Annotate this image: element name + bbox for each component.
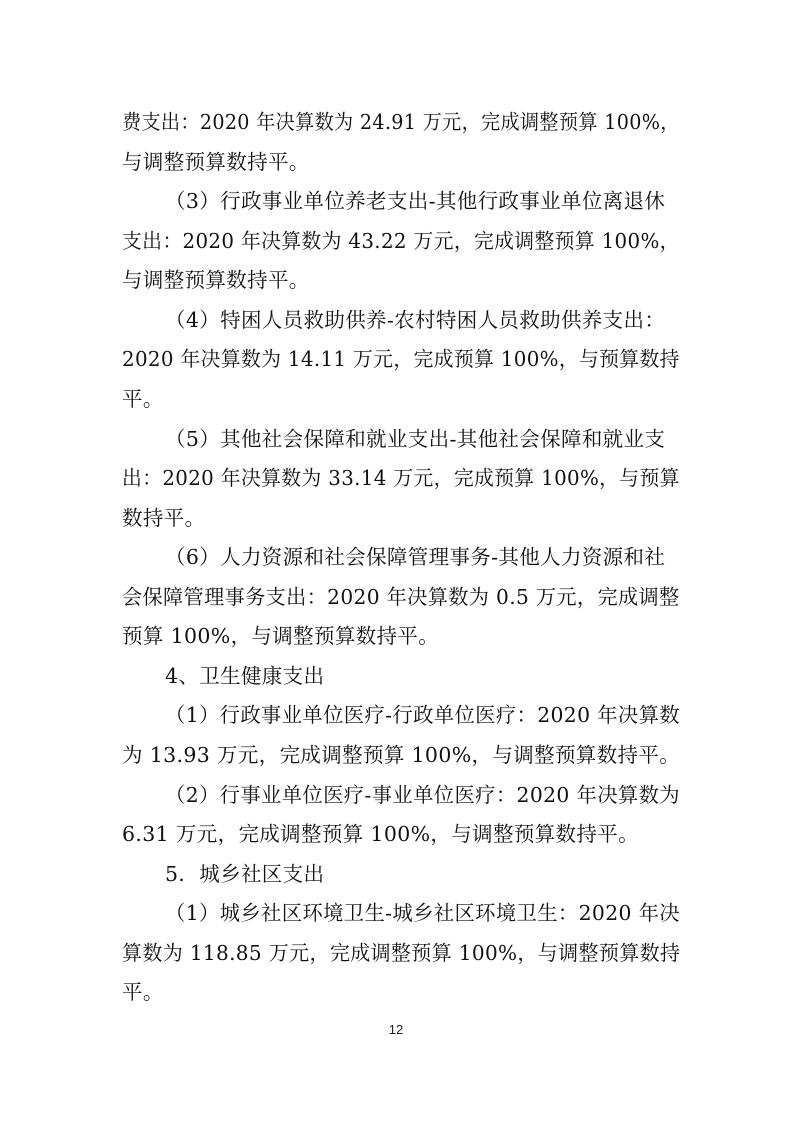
text-line: （5）其他社会保障和就业支出-其他社会保障和就业支 [165, 427, 666, 451]
text-line: （1）行政事业单位医疗-行政单位医疗：2020 年决算数 [165, 703, 680, 727]
text-line: 数持平。 [122, 506, 206, 530]
text-line: 平。 [122, 387, 164, 411]
text-line: 6.31 万元，完成调整预算 100%，与调整预算数持平。 [122, 822, 639, 846]
text-line: 出：2020 年决算数为 33.14 万元，完成预算 100%，与预算 [122, 466, 680, 490]
text-line: 为 13.93 万元，完成调整预算 100%，与调整预算数持平。 [122, 743, 681, 767]
text-line: 费支出：2020 年决算数为 24.91 万元，完成调整预算 100%， [122, 110, 680, 134]
page-number: 12 [388, 1022, 404, 1037]
text-line: 2020 年决算数为 14.11 万元，完成预算 100%，与预算数持 [122, 347, 680, 371]
text-line: （6）人力资源和社会保障管理事务-其他人力资源和社 [165, 545, 666, 569]
text-line: （2）行事业单位医疗-事业单位医疗：2020 年决算数为 [165, 783, 680, 807]
text-line: 平。 [122, 980, 164, 1004]
text-line: （1）城乡社区环境卫生-城乡社区环境卫生：2020 年决 [165, 901, 680, 925]
text-line: （4）特困人员救助供养-农村特困人员救助供养支出： [165, 308, 666, 332]
text-line: 与调整预算数持平。 [122, 150, 310, 174]
text-line: （3）行政事业单位养老支出-其他行政事业单位离退休 [165, 189, 666, 213]
text-line: 支出：2020 年决算数为 43.22 万元，完成调整预算 100%， [122, 229, 680, 253]
section-heading: 5．城乡社区支出 [165, 862, 325, 886]
section-heading: 4、卫生健康支出 [165, 664, 325, 688]
text-line: 预算 100%，与调整预算数持平。 [122, 624, 440, 648]
text-line: 与调整预算数持平。 [122, 268, 310, 292]
text-line: 算数为 118.85 万元，完成调整预算 100%，与调整预算数持 [122, 941, 681, 965]
text-line: 会保障管理事务支出：2020 年决算数为 0.5 万元，完成调整 [122, 585, 680, 609]
